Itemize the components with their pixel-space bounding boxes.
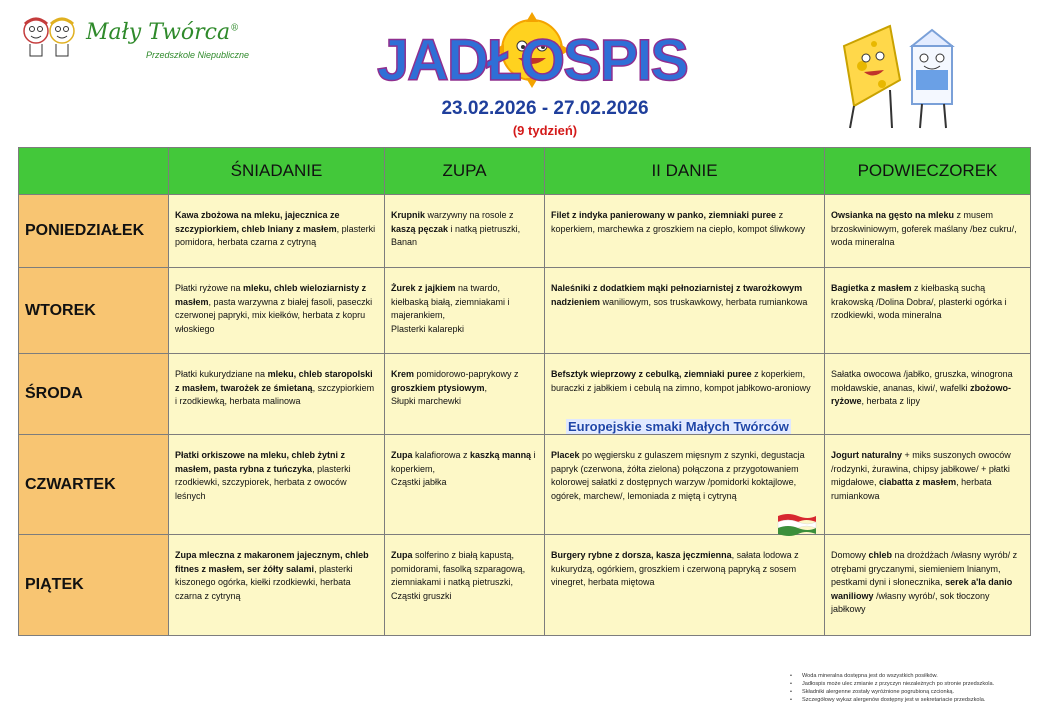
snack-cell: Bagietka z masłem z kiełbaską suchą krakowską /Dolina Dobra/, plasterki ogórka i rzodkiewki, woda mineralna: [825, 268, 1031, 354]
title-logo: [372, 10, 692, 94]
brand-logo: [16, 14, 256, 66]
day-name: PIĄTEK: [19, 535, 169, 636]
table-row: [19, 435, 1031, 535]
column-header-snack: PODWIECZOREK: [825, 148, 1031, 195]
footnote-item: • Woda mineralna dostępna jest do wszystkich posiłków.: [790, 672, 1040, 680]
brand-subtitle: Przedszkole Niepubliczne: [146, 50, 250, 60]
menu-table: [18, 147, 1031, 636]
footnote-item: • Szczegółowy wykaz alergenów dostępny jest w sekretariacie przedszkola.: [790, 696, 1040, 704]
soup-cell: Żurek z jajkiem na twardo, kiełbaską białą, ziemniakami i majerankiem, Plasterki kalarepki: [385, 268, 545, 354]
children-logo-icon: [16, 14, 80, 62]
footnote-item: • Jadłospis może ulec zmianie z przyczyn niezależnych po stronie przedszkola.: [790, 680, 1040, 688]
table-row: [19, 535, 1031, 636]
table-row: [19, 195, 1031, 268]
soup-cell: Zupa kalafiorowa z kaszką manną i koperkiem, Cząstki jabłka: [385, 435, 545, 535]
date-range: 23.02.2026 - 27.02.2026: [441, 98, 649, 119]
special-event-label: Europejskie smaki Małych Twórców: [568, 419, 789, 434]
title-logo-text: JADŁOSPIS: [377, 28, 688, 93]
footnote-item: • Składniki alergenne zostały wyróżnione pogrubioną czcionką.: [790, 688, 1040, 696]
main-dish-cell: Befsztyk wieprzowy z cebulką, ziemniaki puree z koperkiem, buraczki z jabłkiem i cebulą na zimno, kompot jabłkowo-aroniowy: [545, 354, 825, 435]
snack-cell: Jogurt naturalny + miks suszonych owoców /rodzynki, żurawina, chipsy jabłkowe/ + płatki migdałowe, ciabatta z masłem, herbata rumiankowa: [825, 435, 1031, 535]
breakfast-cell: Kawa zbożowa na mleku, jajecznica ze szczypiorkiem, chleb lniany z masłem, plasterki pomidora, herbata czarna z cytryną: [169, 195, 385, 268]
snack-cell: Sałatka owocowa /jabłko, gruszka, winogrona mołdawskie, ananas, kiwi/, wafelki zbożowo-ryżowe, herbata z lipy: [825, 354, 1031, 435]
main-dish-cell: Burgery rybne z dorsza, kasza jęczmienna, sałata lodowa z kukurydzą, ogórkiem, groszkiem i czerwoną papryką z sosem vinegret, herbata miętowa: [545, 535, 825, 636]
day-name: WTOREK: [19, 268, 169, 354]
footnotes-list: [790, 672, 1040, 704]
table-row: [19, 354, 1031, 435]
breakfast-cell: Płatki orkiszowe na mleku, chleb żytni z masłem, pasta rybna z tuńczyka, plasterki rzodkiewki, szczypiorek, herbata z owoców leśnych: [169, 435, 385, 535]
hungary-flag-icon: [776, 512, 818, 536]
header-row: [19, 148, 1031, 195]
breakfast-cell: Zupa mleczna z makaronem jajecznym, chleb fitnes z masłem, ser żółty salami, plasterki kiszonego ogórka, kiełki rzodkiewki, herbata czarna z cytryną: [169, 535, 385, 636]
brand-name: Mały Twórca®: [86, 20, 240, 45]
snack-cell: Owsianka na gęsto na mleku z musem brzoskwiniowym, goferek maślany /bez cukru/, woda mineralna: [825, 195, 1031, 268]
column-header-breakfast: ŚNIADANIE: [169, 148, 385, 195]
main-dish-cell: Naleśniki z dodatkiem mąki pełnoziarnistej z twarożkowym nadzieniem waniliowym, sos truskawkowy, herbata rumiankowa: [545, 268, 825, 354]
soup-cell: Zupa solferino z białą kapustą, pomidorami, fasolką szparagową, ziemniakami i natką pietruszki, Cząstki gruszki: [385, 535, 545, 636]
day-name: PONIEDZIAŁEK: [19, 195, 169, 268]
main-dish-cell: Filet z indyka panierowany w panko, ziemniaki puree z koperkiem, marchewka z groszkiem na ciepło, kompot śliwkowy: [545, 195, 825, 268]
soup-cell: Krem pomidorowo-paprykowy z groszkiem ptysiowym, Słupki marchewki: [385, 354, 545, 435]
day-name: ŚRODA: [19, 354, 169, 435]
week-label: (9 tydzień): [512, 123, 578, 138]
table-row: [19, 268, 1031, 354]
snack-cell: Domowy chleb na drożdżach /własny wyrób/ z otrębami gryczanymi, siemieniem lnianym, pestkami dyni i słonecznika, serek a'la danio waniliowy /własny wyrób/, sok tłoczony jabłkowy: [825, 535, 1031, 636]
corner-cell: [19, 148, 169, 195]
breakfast-cell: Płatki kukurydziane na mleku, chleb staropolski z masłem, twarożek ze śmietaną, szczypiorkiem i rzodkiewką, herbata malinowa: [169, 354, 385, 435]
main-dish-cell: Placek po węgiersku z gulaszem mięsnym z szynki, degustacja papryk (czerwona, żółta zielona) połączona z przygotowaniem kolorowej sałatki z dostępnych warzyw /pomidorki koktajlowe, ogórek, marchew/, lemoniada z miętą i cytryną: [545, 435, 825, 535]
column-header-soup: ZUPA: [385, 148, 545, 195]
soup-cell: Krupnik warzywny na rosole z kaszą pęczak i natką pietruszki, Banan: [385, 195, 545, 268]
breakfast-cell: Płatki ryżowe na mleku, chleb wieloziarnisty z masłem, pasta warzywna z białej fasoli, paseczki czerwonej papryki, mix kiełków, herbata z kopru włoskiego: [169, 268, 385, 354]
column-header-main: II DANIE: [545, 148, 825, 195]
day-name: CZWARTEK: [19, 435, 169, 535]
